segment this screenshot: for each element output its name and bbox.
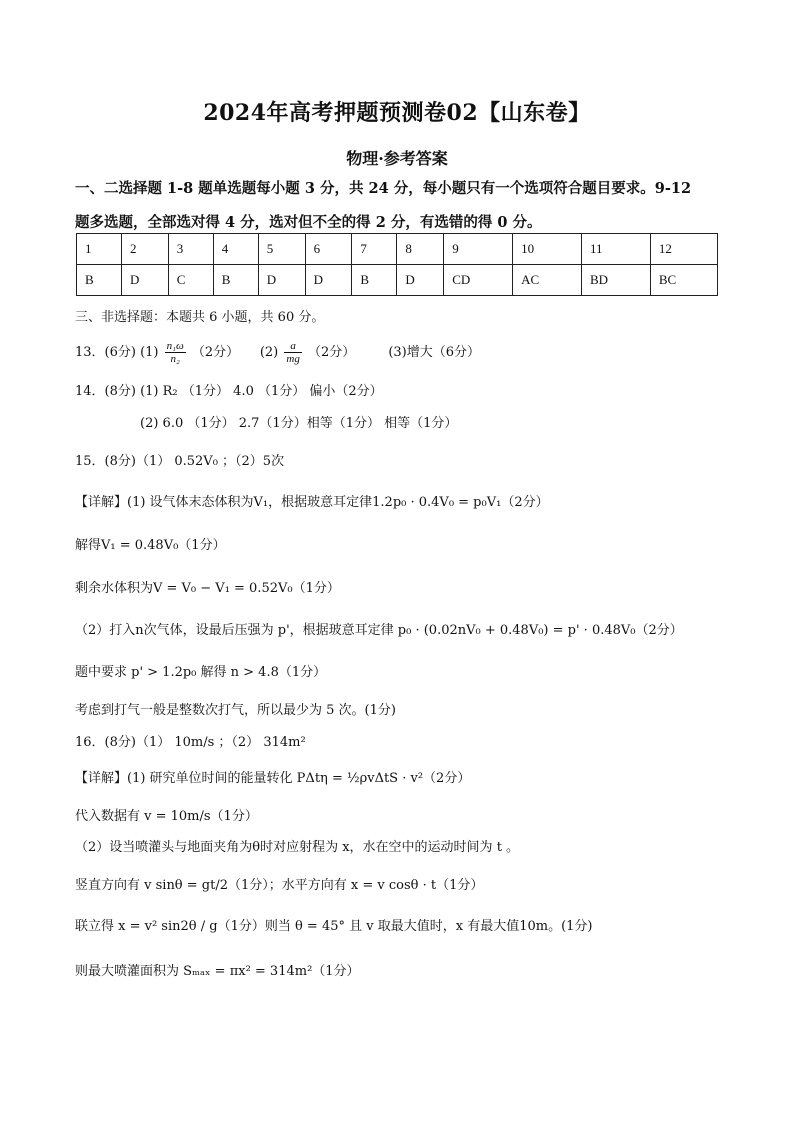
q16-detail-line: 【详解】(1) 研究单位时间的能量转化 PΔtη = ½ρvΔtS · v²（2分） xyxy=(75,771,471,786)
instruction-line-2: 题多选题，全部选对得 4 分，选对但不全的得 2 分，有选错的得 0 分。 xyxy=(75,214,542,231)
q13-score-2: （2分） xyxy=(308,345,356,360)
q16-detail-line: （2）设当喷灌头与地面夹角为θ时对应射程为 x，水在空中的运动时间为 t 。 xyxy=(75,840,520,855)
answer-cell: BC xyxy=(650,265,717,296)
q15-heading: 15．(8分)（1） 0.52V₀ ；（2）5次 xyxy=(75,454,285,469)
q14-line-1: 14．(8分) (1) R₂ （1分） 4.0 （1分） 偏小（2分） xyxy=(75,384,383,399)
question-number: 3 xyxy=(168,234,213,265)
question-number: 11 xyxy=(581,234,650,265)
answer-cell: AC xyxy=(513,265,582,296)
question-number: 9 xyxy=(444,234,513,265)
answer-cell: B xyxy=(213,265,258,296)
q13-fraction-2-numerator: a xyxy=(284,340,301,353)
q13-answer xyxy=(75,340,480,365)
answer-cell: B xyxy=(77,265,122,296)
section-3-heading: 三、非选择题：本题共 6 小题，共 60 分。 xyxy=(75,310,325,325)
page-subtitle: 物理·参考答案 xyxy=(346,149,448,168)
answer-table-number-row xyxy=(77,234,718,265)
answer-table-answer-row xyxy=(77,265,718,296)
question-number: 1 xyxy=(77,234,122,265)
answer-cell: CD xyxy=(444,265,513,296)
q16-heading: 16．(8分)（1） 10m/s ；（2） 314m² xyxy=(75,735,306,750)
instruction-line-1: 一、二选择题 1-8 题单选题每小题 3 分，共 24 分，每小题只有一个选项符合题目要求。9-12 xyxy=(75,180,692,197)
answer-cell: D xyxy=(258,265,305,296)
q15-detail-line: 【详解】(1) 设气体末态体积为V₁，根据玻意耳定律1.2p₀ · 0.4V₀ = p₀V₁（2分） xyxy=(75,495,549,510)
q14-line-2: (2) 6.0 （1分） 2.7（1分）相等（1分） 相等（1分） xyxy=(140,416,458,431)
q13-fraction-1-denominator: n₂ xyxy=(170,353,180,365)
q13-fraction-2-denominator: mg xyxy=(286,353,300,365)
q13-score-1: （2分） xyxy=(191,345,240,360)
q16-detail-line: 联立得 x = v² sin2θ / g（1分）则当 θ = 45° 且 v 取最大值时，x 有最大值10m。(1分) xyxy=(75,919,593,934)
q13-fraction-1-numerator: n₁ω xyxy=(166,340,184,352)
question-number: 4 xyxy=(213,234,258,265)
question-number: 2 xyxy=(121,234,168,265)
answer-cell: D xyxy=(397,265,444,296)
answer-cell: C xyxy=(168,265,213,296)
question-number: 6 xyxy=(305,234,352,265)
q16-detail-line: 竖直方向有 v sinθ = gt/2（1分）；水平方向有 x = v cosθ · t（1分） xyxy=(75,878,484,893)
q16-detail-line: 则最大喷灌面积为 Sₘₐₓ = πx² = 314m²（1分） xyxy=(75,964,360,979)
q13-part-3: (3)增大（6分） xyxy=(388,345,481,360)
answer-cell: BD xyxy=(581,265,650,296)
q13-part-2-label: (2) xyxy=(259,345,279,360)
q15-detail-line: 考虑到打气一般是整数次打气，所以最少为 5 次。(1分) xyxy=(75,703,396,718)
answer-cell: D xyxy=(305,265,352,296)
question-number: 10 xyxy=(513,234,582,265)
q15-detail-line: 题中要求 p' > 1.2p₀ 解得 n > 4.8（1分） xyxy=(75,665,327,680)
answer-table xyxy=(76,233,718,296)
page-title: 2024年高考押题预测卷02【山东卷】 xyxy=(203,100,591,126)
question-number: 7 xyxy=(352,234,397,265)
q15-detail-line: 解得V₁ = 0.48V₀（1分） xyxy=(75,538,226,553)
section-1-instructions xyxy=(75,172,725,240)
q13-prefix: 13．(6分) (1) xyxy=(75,345,159,360)
question-number: 5 xyxy=(258,234,305,265)
q15-detail-line: 剩余水体积为V = V₀ − V₁ = 0.52V₀（1分） xyxy=(75,581,340,596)
question-number: 8 xyxy=(397,234,444,265)
q13-fraction-2 xyxy=(284,340,301,365)
q13-fraction-1 xyxy=(165,340,186,365)
q15-detail-line: （2）打入n次气体，设最后压强为 p'，根据玻意耳定律 p₀ · (0.02nV₀ + 0.48V₀) = p' · 0.48V₀（2分） xyxy=(75,623,683,638)
answer-cell: D xyxy=(121,265,168,296)
q16-detail-line: 代入数据有 v = 10m/s（1分） xyxy=(75,809,258,824)
answer-cell: B xyxy=(352,265,397,296)
question-number: 12 xyxy=(650,234,717,265)
